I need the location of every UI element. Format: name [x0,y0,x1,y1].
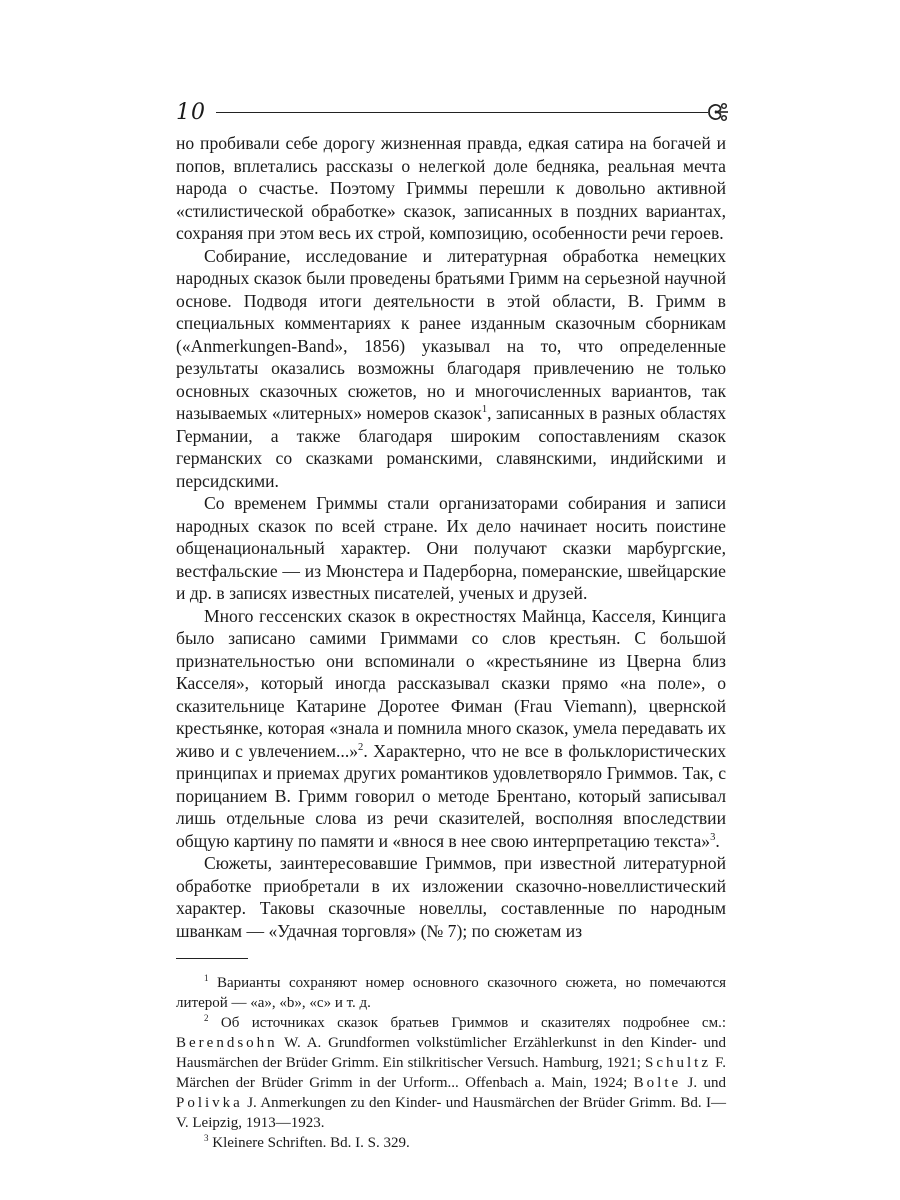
footnotes [176,973,726,1153]
footnote-mark: 2 [204,1013,209,1023]
paragraph-4 [176,605,726,853]
footnote-text: W. A. Grundformen volkstümlicher Erzählerkunst in den Kinder- und Hausmärchen der Brüder Grimm. Ein stilkritischer Versuch. Hamburg, 1921; [176,1035,726,1071]
paragraph-1 [176,132,726,245]
footnote-separator [176,958,248,959]
footnote-text: Kleinere Schriften. Bd. I. S. 329. [208,1135,410,1151]
paragraph-text: Собирание, исследование и литературная обработка немецких народных сказок были проведены братьями Гримм на серьезной научной основе. Подводя итоги деятельности в этой области, В. Гримм в специальных комментариях к ранее изданным сказочным сборникам («Anmerkungen-Band», 1856) указывал на то, что определенные результаты оказались возможны благодаря привлечению не только основных сказочных сюжетов, но и многочисленных вариантов, так называемых «литерных» номеров сказок [176,245,726,423]
ornament-icon [706,99,730,125]
footnote-mark: 1 [204,973,209,983]
footnote-ref-1: 1 [481,404,488,416]
footnote-text: Варианты сохраняют номер основного сказочного сюжета, но помечаются литерой — «а», «b», «с» и т. д. [176,975,726,1011]
paragraph-text: . Характерно, что не все в фольклористических принципах и приемах других романтиков удовлетворяло Гриммов. Так, с порицанием В. Гримм говорил о методе Брентано, который записывал лишь отдельные слова из речи сказителей, восполняя впоследствии общую картину по памяти и «внося в нее свою интерпретацию текста» [176,740,727,851]
footnote-author: Polivka [176,1095,243,1111]
footnote-1 [176,973,726,1013]
page-number: 10 [176,100,206,125]
footnote-ref-2: 2 [358,741,364,753]
footnote-text: F. Märchen der Brüder Grimm in der Urform... Offenbach a. Main, 1924; [176,1055,726,1091]
main-text [176,132,726,942]
paragraph-5 [176,852,726,942]
footnote-author: Berendsohn [176,1035,278,1051]
paragraph-text: . [715,830,720,851]
paragraph-text: Со временем Гриммы стали организаторами собирания и записи народных сказок по всей стране. Их дело начинает носить поистине общенациональный характер. Они получают сказки марбургские, вестфальские — из Мюнстера и Падерборна, померанские, швейцарские и др. в записях известных писателей, ученых и друзей. [176,493,726,603]
paragraph-text: , записанных в разных областях Германии, а также благодаря широким сопоставлениям сказок германских со сказками романскими, славянскими, индийскими и персидскими. [176,403,726,491]
footnote-ref-3: 3 [710,831,716,843]
footnote-mark: 3 [204,1133,209,1143]
paragraph-3 [176,492,726,605]
paragraph-text: Много гессенских сказок в окрестностях Майнца, Касселя, Кинцига было записано самими Гриммами со слов крестьян. С большой признательностью они вспоминали о «крестьянине из Цверна близ Касселя», который иногда рассказывал сказки прямо «на поле», о сказительнице Катарине Доротее Фиман (Frau Viemann), цвернской крестьянке, которая «знала и помнила много сказок, умела передавать их живо и с увлечением...» [176,605,726,761]
footnote-author: Schultz [645,1055,712,1071]
book-page [176,96,726,1153]
header-rule [216,112,708,113]
paragraph-text: но пробивали себе дорогу жизненная правда, едкая сатира на богачей и попов, вплетались рассказы о нелегкой доле бедняка, реальная мечта народа о счастье. Поэтому Гриммы перешли к довольно активной «стилистической обработке» сказок, записанных в поздних вариантах, сохраняя при этом весь их строй, композицию, особенности речи героев. [176,133,726,243]
footnote-author: Bolte [633,1075,682,1091]
footnote-text: J. und [681,1075,726,1091]
running-header [176,96,726,128]
footnote-2 [176,1013,726,1133]
footnote-text: J. Anmerkungen zu den Kinder- und Hausmärchen der Brüder Grimm. Bd. I—V. Leipzig, 1913—1923. [176,1095,726,1131]
paragraph-2 [176,245,726,493]
footnote-3 [176,1133,726,1153]
paragraph-text: Сюжеты, заинтересовавшие Гриммов, при известной литературной обработке приобретали в их изложении сказочно-новеллистический характер. Таковы сказочные новеллы, составленные по народным шванкам — «Удачная торговля» (№ 7); по сюжетам из [176,853,726,941]
footnote-text: Об источниках сказок братьев Гриммов и сказителях подробнее см.: [208,1015,726,1031]
